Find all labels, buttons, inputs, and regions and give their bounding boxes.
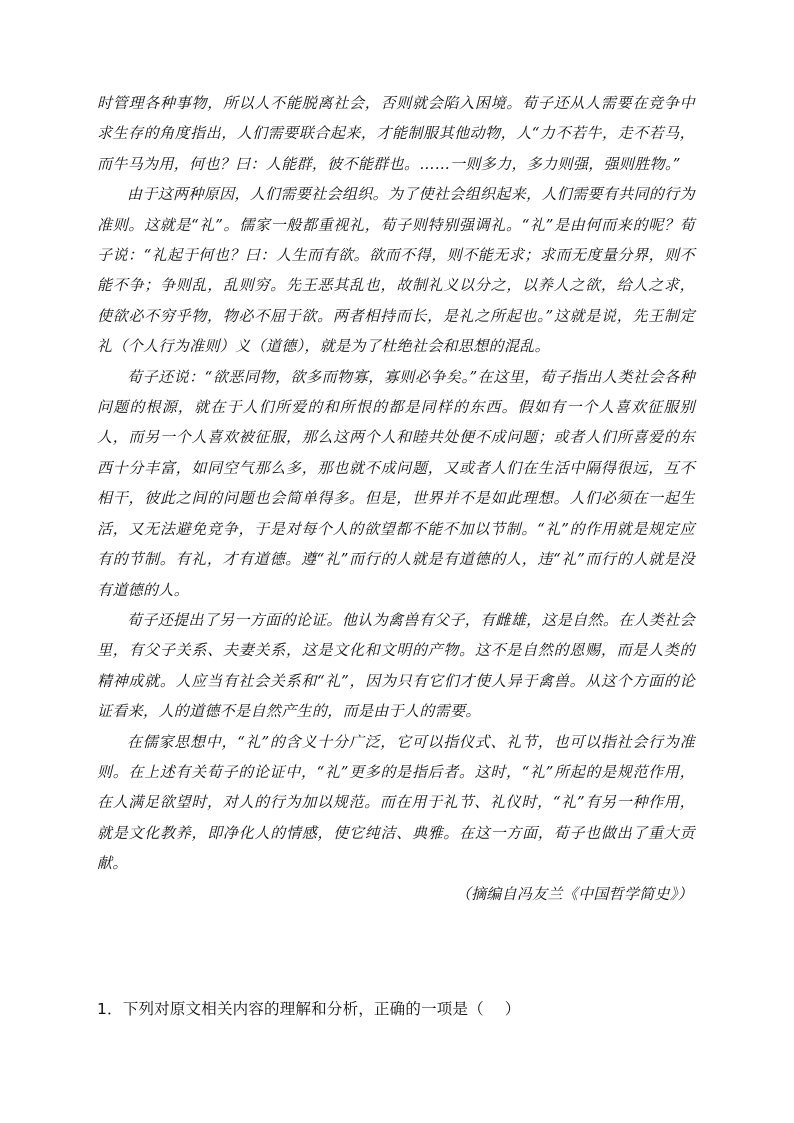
paragraph-continued: 时管理各种事物，所以人不能脱离社会，否则就会陷入困境。荀子还从人需要在竞争中求生存的角度指出，人们需要联合起来，才能制服其他动物，人“力不若牛，走不若马，而牛马为用，何也？曰：人能群，彼不能群也。……一则多力，多力则强，强则胜物。” (97, 94, 695, 173)
question-1: 1．下列对原文相关内容的理解和分析，正确的一项是（ ） (97, 1000, 521, 1018)
paragraph-meaning-of-li: 在儒家思想中，“礼”的含义十分广泛，它可以指仪式、礼节，也可以指社会行为准则。在上述有关荀子的论证中，“礼”更多的是指后者。这时，“礼”所起的是规范作用，在人满足欲望时，对人的行为加以规范。而在用于礼节、礼仪时，“礼”有另一种作用，就是文化教养，即净化人的情感，使它纯洁、典雅。在这一方面，荀子也做出了重大贡献。 (97, 732, 695, 873)
paragraph-social-organization: 由于这两种原因，人们需要社会组织。为了使社会组织起来，人们需要有共同的行为准则。这就是“礼”。儒家一般都重视礼，荀子则特别强调礼。“礼”是由何而来的呢？荀子说：“礼起于何也？曰：人生而有欲。欲而不得，则不能无求；求而无度量分界，则不能不争；争则乱，乱则穷。先王恶其乱也，故制礼义以分之，以养人之欲，给人之求，使欲必不穷乎物，物必不屈于欲。两者相持而长，是礼之所起也。”这就是说，先王制定礼（个人行为准则）义（道德），就是为了杜绝社会和思想的混乱。 (97, 185, 695, 356)
article-body (97, 88, 695, 909)
paragraph-desire-conflict: 荀子还说：“欲恶同物，欲多而物寡，寡则必争矣。”在这里，荀子指出人类社会各种问题的根源，就在于人们所爱的和所恨的都是同样的东西。假如有一个人喜欢征服别人，而另一个人喜欢被征服，那么这两个人和睦共处便不成问题；或者人们所喜爱的东西十分丰富，如同空气那么多，那也就不成问题，又或者人们在生活中隔得很远，互不相干，彼此之间的问题也会简单得多。但是，世界并不是如此理想。人们必须在一起生活，又无法避免竞争，于是对每个人的欲望都不能不加以节制。“礼”的作用就是规定应有的节制。有礼，才有道德。遵“礼”而行的人就是有道德的人，违“礼”而行的人就是没有道德的人。 (97, 367, 695, 599)
paragraph-humans-vs-beasts: 荀子还提出了另一方面的论证。他认为禽兽有父子，有雌雄，这是自然。在人类社会里，有父子关系、夫妻关系，这是文化和文明的产物。这不是自然的恩赐，而是人类的精神成就。人应当有社会关系和“礼”，因为只有它们才使人异于禽兽。从这个方面的论证看来，人的道德不是自然产生的，而是由于人的需要。 (97, 610, 695, 721)
source-citation: （摘编自冯友兰《中国哲学简史》） (455, 884, 693, 903)
